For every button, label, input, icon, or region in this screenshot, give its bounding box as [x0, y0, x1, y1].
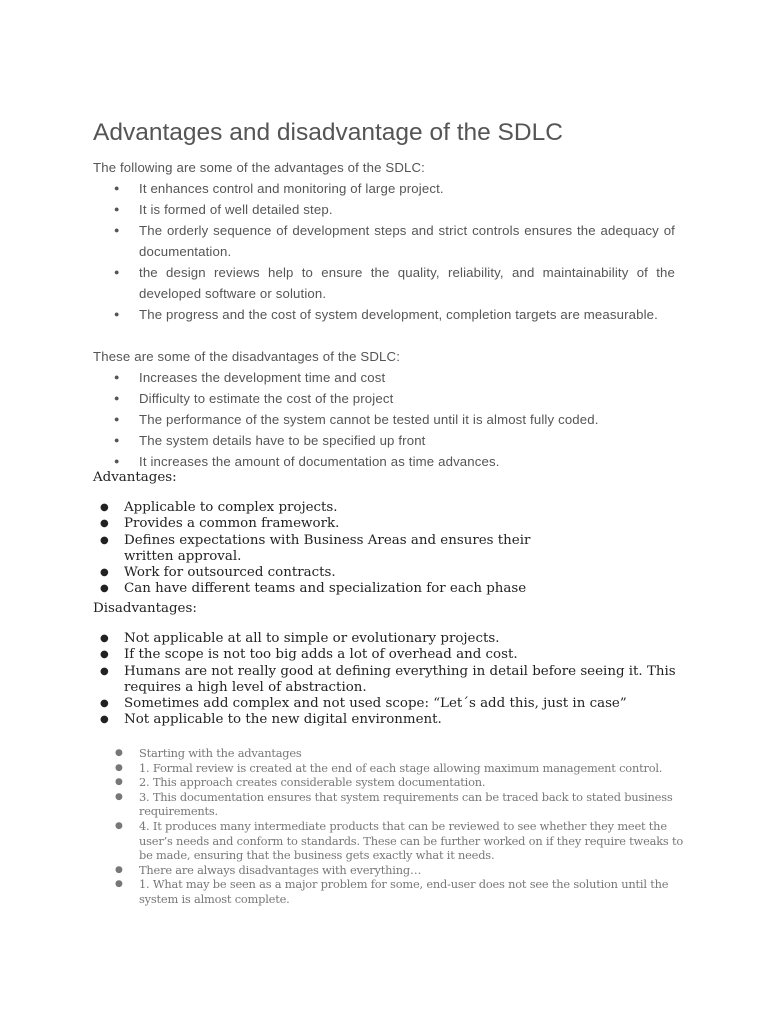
bullet-icon: ●: [115, 777, 123, 788]
bullet-list: [93, 367, 675, 472]
bullet-icon: ●: [115, 820, 123, 831]
bullet-icon: ●: [114, 393, 120, 403]
section-intro: These are some of the disadvantages of the SDLC:: [93, 349, 401, 364]
list-item: ● Increases the development time and cost: [93, 367, 675, 388]
list-item: ● It enhances control and monitoring of large project.: [93, 178, 675, 199]
list-item: ● Not applicable to the new digital environment.: [100, 712, 442, 728]
bullet-icon: ●: [115, 879, 123, 890]
bullet-icon: ●: [100, 583, 109, 595]
section-intro: The following are some of the advantages of the SDLC:: [93, 160, 425, 175]
list-item: ● Sometimes add complex and not used scope: “Let´s add this, just in case”: [100, 696, 627, 712]
advantages-section: [93, 470, 693, 598]
list-item: ● 3. This documentation ensures that system requirements can be traced back to stated business requirements.: [115, 789, 673, 819]
list-item: ● 2. This approach creates considerable system documentation.: [115, 775, 486, 790]
bullet-icon: ●: [100, 567, 109, 579]
list-item: ● The progress and the cost of system development, completion targets are measurable.: [93, 304, 675, 325]
bullet-icon: ●: [115, 791, 123, 802]
list-item: ● Applicable to complex projects.: [100, 500, 338, 515]
bullet-icon: ●: [114, 414, 120, 424]
sdlc-disadvantages-section: [93, 346, 675, 472]
bullet-list: [93, 500, 693, 598]
bullet-icon: ●: [100, 649, 109, 661]
list-item: ● If the scope is not too big adds a lot of overhead and cost.: [100, 647, 518, 663]
bullet-icon: ●: [100, 633, 109, 644]
list-item: ● the design reviews help to ensure the quality, reliability, and maintainability of the developed software or solution.: [93, 262, 675, 304]
list-item: ● Defines expectations with Business Areas and ensures their written approval.: [100, 532, 531, 564]
bullet-icon: ●: [115, 762, 123, 773]
list-item: ● 1. What may be seen as a major problem for some, end-user does not see the solution until the system is almost complete.: [115, 877, 669, 906]
list-item: ● Starting with the advantages: [115, 746, 302, 760]
bullet-icon: ●: [114, 372, 120, 382]
bullet-icon: ●: [114, 435, 120, 445]
list-item: ● Not applicable at all to simple or evolutionary projects.: [100, 631, 500, 646]
bullet-icon: ●: [114, 309, 120, 319]
section-heading: Advantages:: [93, 470, 177, 485]
bullet-icon: ●: [100, 714, 109, 726]
list-item: ● It is formed of well detailed step.: [93, 199, 675, 220]
list-item: ● 1. Formal review is created at the end of each stage allowing maximum management control.: [115, 760, 663, 775]
bullet-icon: ●: [114, 225, 120, 235]
list-item: ● It increases the amount of documentation as time advances.: [93, 451, 675, 472]
section-heading: Disadvantages:: [93, 601, 197, 616]
bullet-icon: ●: [115, 864, 123, 875]
bullet-icon: ●: [100, 665, 109, 677]
list-item: ● There are always disadvantages with everything…: [115, 862, 422, 877]
bullet-icon: ●: [100, 502, 109, 513]
bullet-icon: ●: [114, 204, 120, 214]
bullet-icon: ●: [115, 748, 123, 758]
bullet-list: [93, 631, 693, 729]
list-item: ● Provides a common framework.: [100, 516, 340, 532]
bullet-icon: ●: [100, 534, 109, 546]
bullet-icon: ●: [114, 267, 120, 277]
notes-section: [93, 746, 683, 907]
bullet-icon: ●: [100, 698, 109, 710]
list-item: ● Work for outsourced contracts.: [100, 565, 336, 581]
bullet-icon: ●: [114, 456, 120, 466]
list-item: ● Can have different teams and specialization for each phase: [100, 581, 527, 597]
list-item: ● 4. It produces many intermediate products that can be reviewed to see whether they meet the user’s needs and conform to standards. These can be further worked on if they require tweaks to be made, ensuring that the business gets exactly what it needs.: [115, 818, 684, 863]
bullet-list: [93, 746, 683, 907]
list-item: ● Humans are not really good at defining everything in detail before seeing it. This requires a high level of abstraction.: [100, 663, 676, 695]
sdlc-advantages-section: [93, 157, 675, 325]
list-item: ● The orderly sequence of development steps and strict controls ensures the adequacy of documentation.: [93, 220, 675, 262]
page-title: Advantages and disadvantage of the SDLC: [93, 119, 563, 146]
list-item: ● The performance of the system cannot be tested until it is almost fully coded.: [93, 409, 675, 430]
bullet-list: [93, 178, 675, 325]
bullet-icon: ●: [114, 183, 120, 193]
disadvantages-section: [93, 601, 693, 729]
list-item: ● The system details have to be specified up front: [93, 430, 675, 451]
bullet-icon: ●: [100, 518, 109, 530]
list-item: ● Difficulty to estimate the cost of the project: [93, 388, 675, 409]
